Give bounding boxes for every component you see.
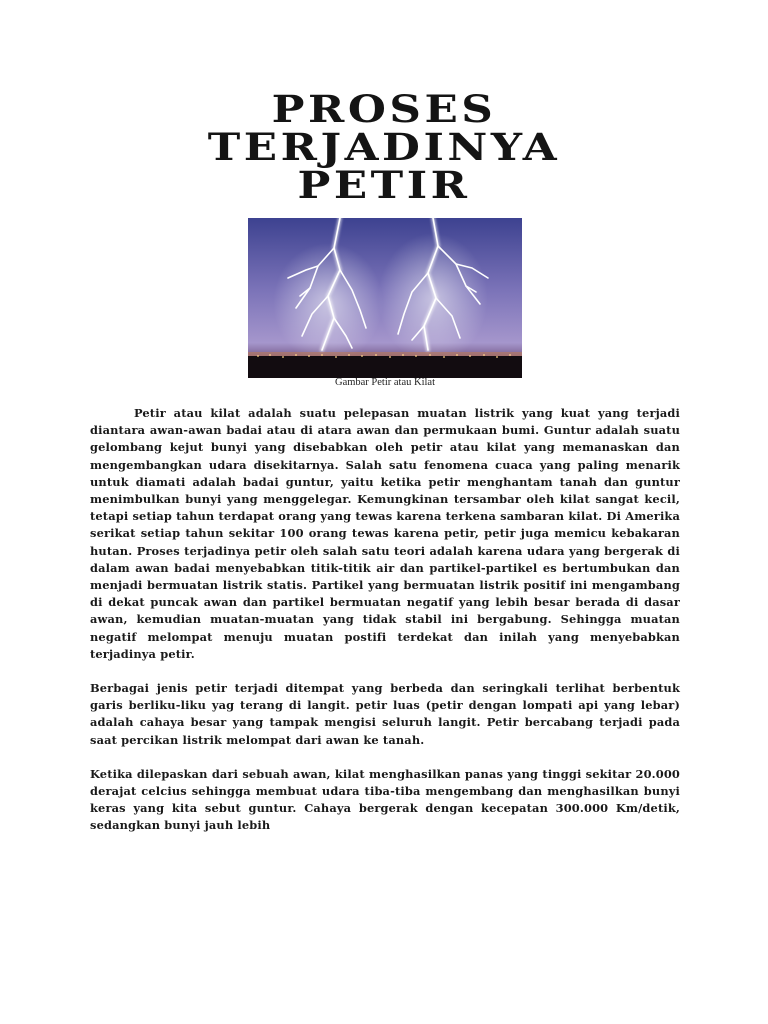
paragraph-3: Ketika dilepaskan dari sebuah awan, kilat menghasilkan panas yang tinggi sekitar 20.000 derajat celcius sehingga membuat udara tiba-tiba mengembang dan menghasilkan bunyi keras yang kita sebut guntur. Cahaya bergerak dengan kecepatan 300.000 Km/detik, sedangkan bunyi jauh lebih	[90, 766, 680, 833]
paragraph-1: Petir atau kilat adalah suatu pelepasan muatan listrik yang kuat yang terjadi diantara awan-awan badai atau di atara awan dan permukaan bumi. Guntur adalah suatu gelombang kejut bunyi yang disebabkan oleh petir atau kilat yang memanaskan dan mengembangkan udara disekitarnya. Salah satu fenomena cuaca yang paling menarik untuk diamati adalah badai guntur, yaitu ketika petir menghantam tanah dan guntur menimbulkan bunyi yang menggelegar. Kemungkinan tersambar oleh kilat sangat kecil, tetapi setiap tahun terdapat orang yang tewas karena terkena sambaran kilat. Di Amerika serikat setiap tahun sekitar 100 orang tewas karena petir, petir juga memicu kebakaran hutan. Proses terjadinya petir oleh salah satu teori adalah karena udara yang bergerak di dalam awan badai menyebabkan titik-titik air dan partikel-partikel es bertumbukan dan menjadi bermuatan listrik statis. Partikel yang bermuatan listrik positif ini mengambang di dekat puncak awan dan partikel bermuatan negatif yang lebih besar berada di dasar awan, kemudian muatan-muatan yang tidak stabil ini bergabung. Sehingga muatan negatif melompat menuju muatan postifi terdekat dan inilah yang menyebabkan terjadinya petir.	[90, 406, 680, 661]
lightning-photo	[248, 218, 522, 378]
lightning-illustration	[248, 218, 522, 378]
article-body	[90, 405, 680, 852]
paragraph-2: Berbagai jenis petir terjadi ditempat yang berbeda dan seringkali terlihat berbentuk garis berliku-liku yag terang di langit. petir luas (petir dengan lompati api yang lebar) adalah cahaya besar yang tampak mengisi seluruh langit. Petir bercabang terjadi pada saat percikan listrik melompat dari awan ke tanah.	[90, 681, 680, 747]
title-line-3: PETIR	[297, 163, 471, 207]
page-title	[30, 87, 738, 207]
title-line-1: PROSES	[271, 87, 497, 131]
figure-caption: Gambar Petir atau Kilat	[334, 377, 435, 388]
title-line-2: TERJADINYA	[207, 125, 561, 169]
